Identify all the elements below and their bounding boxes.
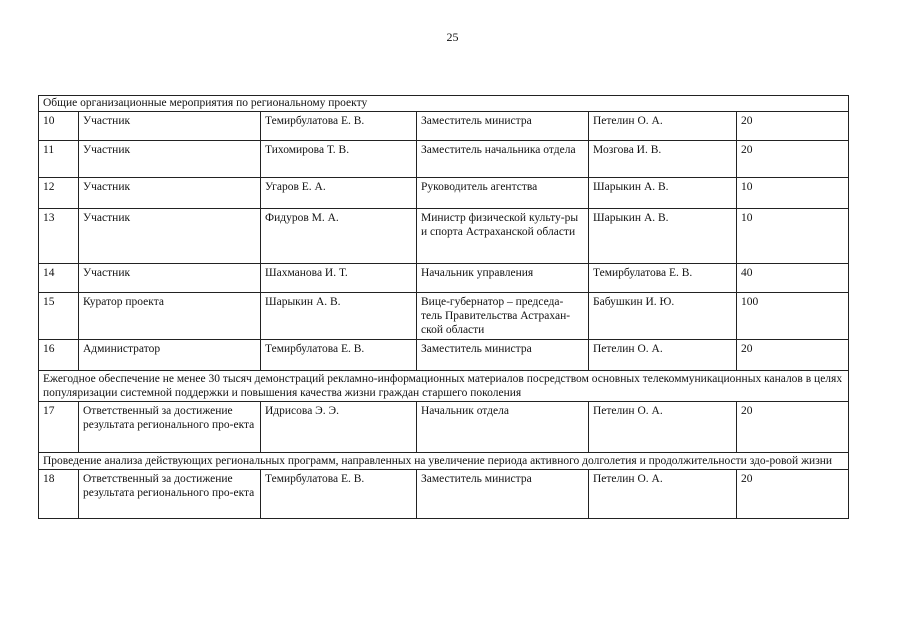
position-cell: Заместитель министра (417, 112, 589, 141)
supervisor-cell: Бабушкин И. Ю. (589, 293, 737, 340)
role-cell: Ответственный за достижение результата регионального про-екта (79, 402, 261, 453)
supervisor-cell: Петелин О. А. (589, 402, 737, 453)
position-cell: Руководитель агентства (417, 178, 589, 209)
name-cell: Угаров Е. А. (261, 178, 417, 209)
row-number: 13 (39, 209, 79, 264)
row-number: 15 (39, 293, 79, 340)
table-row (39, 470, 849, 519)
role-cell: Участник (79, 209, 261, 264)
project-participants-table (38, 95, 849, 519)
position-cell: Начальник управления (417, 264, 589, 293)
name-cell: Темирбулатова Е. В. (261, 340, 417, 371)
supervisor-cell: Шарыкин А. В. (589, 178, 737, 209)
position-cell: Заместитель министра (417, 340, 589, 371)
role-cell: Участник (79, 112, 261, 141)
section-title: Проведение анализа действующих региональных программ, направленных на увеличение периода активного долголетия и продолжительности здо-ровой жизни (39, 453, 849, 470)
percent-cell: 20 (737, 112, 849, 141)
percent-cell: 20 (737, 340, 849, 371)
supervisor-cell: Шарыкин А. В. (589, 209, 737, 264)
percent-cell: 40 (737, 264, 849, 293)
row-number: 10 (39, 112, 79, 141)
percent-cell: 20 (737, 141, 849, 178)
percent-cell: 10 (737, 209, 849, 264)
section-header-row (39, 453, 849, 470)
name-cell: Темирбулатова Е. В. (261, 112, 417, 141)
position-cell: Заместитель начальника отдела (417, 141, 589, 178)
role-cell: Участник (79, 141, 261, 178)
position-cell: Начальник отдела (417, 402, 589, 453)
row-number: 17 (39, 402, 79, 453)
role-cell: Ответственный за достижение результата регионального про-екта (79, 470, 261, 519)
position-cell: Министр физической культу-ры и спорта Астраханской области (417, 209, 589, 264)
percent-cell: 20 (737, 402, 849, 453)
supervisor-cell: Темирбулатова Е. В. (589, 264, 737, 293)
position-cell: Заместитель министра (417, 470, 589, 519)
role-cell: Администратор (79, 340, 261, 371)
supervisor-cell: Петелин О. А. (589, 470, 737, 519)
name-cell: Тихомирова Т. В. (261, 141, 417, 178)
row-number: 16 (39, 340, 79, 371)
row-number: 14 (39, 264, 79, 293)
name-cell: Шахманова И. Т. (261, 264, 417, 293)
page-number: 25 (446, 30, 459, 44)
name-cell: Фидуров М. А. (261, 209, 417, 264)
section-header-row (39, 96, 849, 112)
percent-cell: 100 (737, 293, 849, 340)
table-row (39, 209, 849, 264)
supervisor-cell: Мозгова И. В. (589, 141, 737, 178)
table-row (39, 340, 849, 371)
row-number: 18 (39, 470, 79, 519)
section-title: Ежегодное обеспечение не менее 30 тысяч демонстраций рекламно-информационных материалов посредством основных телекоммуникационных каналов в целях популяризации системной поддержки и повышения качества жизни граждан старшего поколения (39, 371, 849, 402)
supervisor-cell: Петелин О. А. (589, 340, 737, 371)
table-row (39, 178, 849, 209)
name-cell: Шарыкин А. В. (261, 293, 417, 340)
row-number: 12 (39, 178, 79, 209)
table-row (39, 141, 849, 178)
row-number: 11 (39, 141, 79, 178)
role-cell: Участник (79, 264, 261, 293)
name-cell: Идрисова Э. Э. (261, 402, 417, 453)
table-row (39, 402, 849, 453)
section-header-row (39, 371, 849, 402)
supervisor-cell: Петелин О. А. (589, 112, 737, 141)
role-cell: Куратор проекта (79, 293, 261, 340)
percent-cell: 10 (737, 178, 849, 209)
name-cell: Темирбулатова Е. В. (261, 470, 417, 519)
role-cell: Участник (79, 178, 261, 209)
position-cell: Вице-губернатор – председа-тель Правительства Астрахан-ской области (417, 293, 589, 340)
percent-cell: 20 (737, 470, 849, 519)
table-row (39, 112, 849, 141)
table-row (39, 264, 849, 293)
table-row (39, 293, 849, 340)
section-title: Общие организационные мероприятия по региональному проекту (39, 96, 849, 112)
